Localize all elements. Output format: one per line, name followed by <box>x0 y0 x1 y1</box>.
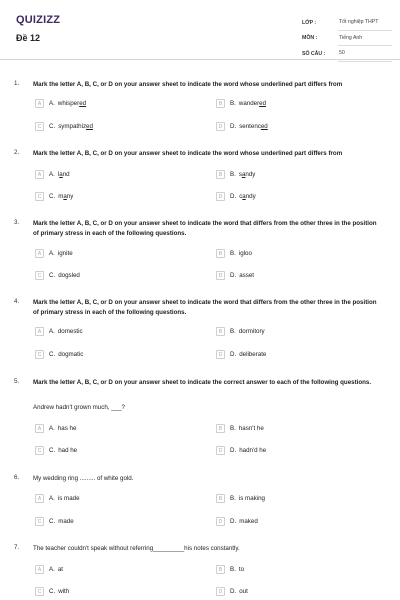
option-text: has he <box>57 425 77 432</box>
option-letter: B. <box>230 566 236 573</box>
option-text: with <box>58 588 70 595</box>
option-text: ignite <box>57 250 73 257</box>
option-5c[interactable] <box>35 446 77 455</box>
answer-box[interactable]: D <box>216 122 225 131</box>
option-letter: A. <box>49 566 55 573</box>
answer-box[interactable]: A <box>35 170 44 179</box>
meta-label: MÔN : <box>302 35 318 42</box>
meta-label: LỚP : <box>302 19 317 26</box>
option-letter: B. <box>230 495 236 502</box>
meta-row-class <box>302 15 392 31</box>
option-text: is made <box>57 495 80 502</box>
option-text: dormitory <box>238 328 265 335</box>
underlined-part: ed <box>86 123 93 130</box>
answer-box[interactable]: B <box>216 327 225 336</box>
option-letter: D. <box>230 518 237 525</box>
option-1b[interactable] <box>216 99 266 108</box>
answer-box[interactable]: A <box>35 424 44 433</box>
option-7a[interactable] <box>35 565 63 574</box>
answer-box[interactable]: A <box>35 565 44 574</box>
option-text: wander <box>238 100 260 107</box>
answer-box[interactable]: C <box>35 192 44 201</box>
meta-label: SỐ CÂU : <box>302 50 326 57</box>
option-letter: A. <box>49 250 55 257</box>
option-text: whisper <box>57 100 80 107</box>
answer-box[interactable]: C <box>35 446 44 455</box>
question-text: Mark the letter A, B, C, or D on your answer sheet to indicate the word that differs from the other three in the position of primary stress in each of the following questions. <box>33 299 377 316</box>
option-text: dogmatic <box>58 351 84 358</box>
option-text: asset <box>239 272 254 279</box>
option-letter: D. <box>230 272 237 279</box>
option-letter: D. <box>230 123 237 130</box>
option-6d[interactable] <box>216 517 258 526</box>
option-2c[interactable] <box>35 192 73 201</box>
question-prompt: Andrew hadn't grown much, ___? <box>33 404 125 411</box>
option-letter: D. <box>230 588 237 595</box>
option-letter: D. <box>230 193 237 200</box>
underlined-part: ed <box>79 100 87 107</box>
option-text-rest: ndy <box>245 193 256 200</box>
question-text: Mark the letter A, B, C, or D on your answer sheet to indicate the word whose underlined part differs from <box>33 81 343 88</box>
option-letter: B. <box>230 100 236 107</box>
question-text: Mark the letter A, B, C, or D on your answer sheet to indicate the word that differs from the other three in the position of primary stress in each of the following questions. <box>33 220 377 237</box>
worksheet-header <box>0 0 400 60</box>
option-3b[interactable] <box>216 249 252 258</box>
underlined-part: a <box>241 171 246 178</box>
option-1d[interactable] <box>216 122 268 131</box>
option-4c[interactable] <box>35 350 83 359</box>
option-5d[interactable] <box>216 446 266 455</box>
answer-box[interactable]: D <box>216 192 225 201</box>
option-text: igloo <box>238 250 252 257</box>
answer-box[interactable]: B <box>216 170 225 179</box>
answer-box[interactable]: C <box>35 587 44 596</box>
option-text: out <box>239 588 248 595</box>
question-number: 1. <box>14 80 20 87</box>
question-number: 3. <box>14 219 20 226</box>
meta-value: 50 <box>338 46 392 62</box>
answer-box[interactable]: B <box>216 565 225 574</box>
option-text-rest: ny <box>66 193 74 200</box>
option-text: m <box>58 193 64 200</box>
option-7b[interactable] <box>216 565 244 574</box>
underlined-part: ed <box>260 123 268 130</box>
option-text: l <box>57 171 60 178</box>
question-text: The teacher couldn't speak without referring_________his notes constantly. <box>33 545 240 552</box>
option-2a[interactable] <box>35 170 70 179</box>
underlined-part: a <box>63 193 67 200</box>
question-number: 7. <box>14 544 20 551</box>
option-letter: C. <box>49 447 56 454</box>
option-text: deliberate <box>239 351 267 358</box>
option-7d[interactable] <box>216 587 248 596</box>
option-text: had he <box>58 447 78 454</box>
answer-box[interactable]: D <box>216 517 225 526</box>
option-letter: C. <box>49 272 56 279</box>
answer-box[interactable]: B <box>216 249 225 258</box>
option-1a[interactable] <box>35 99 86 108</box>
question-number: 5. <box>14 378 20 385</box>
option-2d[interactable] <box>216 192 256 201</box>
option-letter: B. <box>230 425 236 432</box>
answer-box[interactable]: A <box>35 249 44 258</box>
answer-box[interactable]: D <box>216 271 225 280</box>
option-letter: A. <box>49 100 55 107</box>
answer-box[interactable]: D <box>216 446 225 455</box>
option-letter: A. <box>49 171 55 178</box>
option-text-rest: nd <box>62 171 70 178</box>
option-4a[interactable] <box>35 327 83 336</box>
meta-row-subject <box>302 31 392 47</box>
answer-box[interactable]: A <box>35 494 44 503</box>
option-letter: B. <box>230 328 236 335</box>
option-letter: B. <box>230 171 236 178</box>
meta-row-count <box>302 46 392 62</box>
option-text: dogsled <box>58 272 80 279</box>
option-letter: D. <box>230 351 237 358</box>
question-text: My wedding ring ......... of white gold. <box>33 475 134 482</box>
option-text: hasn't he <box>238 425 264 432</box>
option-letter: A. <box>49 328 55 335</box>
answer-box[interactable]: B <box>216 99 225 108</box>
option-5a[interactable] <box>35 424 76 433</box>
option-text: s <box>238 171 242 178</box>
option-4d[interactable] <box>216 350 266 359</box>
underlined-part: a <box>59 171 63 178</box>
option-text: hadn'd he <box>239 447 267 454</box>
option-text: sympathiz <box>58 123 87 130</box>
answer-box[interactable]: D <box>216 587 225 596</box>
option-text-rest: ndy <box>245 171 256 178</box>
answer-box[interactable]: D <box>216 350 225 359</box>
option-4b[interactable] <box>216 327 265 336</box>
option-letter: B. <box>230 250 236 257</box>
option-text: domestic <box>57 328 83 335</box>
option-text: c <box>239 193 243 200</box>
option-text: made <box>58 518 74 525</box>
option-letter: A. <box>49 495 55 502</box>
option-6b[interactable] <box>216 494 265 503</box>
question-number: 4. <box>14 298 20 305</box>
underlined-part: ed <box>259 100 267 107</box>
option-letter: D. <box>230 447 237 454</box>
doc-title: Đề 12 <box>16 33 41 43</box>
option-text: maked <box>239 518 258 525</box>
meta-table <box>302 15 392 62</box>
question-text: Mark the letter A, B, C, or D on your answer sheet to indicate the word whose underlined part differs from <box>33 150 343 157</box>
option-letter: C. <box>49 588 56 595</box>
option-3c[interactable] <box>35 271 80 280</box>
option-text: at <box>57 566 64 573</box>
option-2b[interactable] <box>216 170 255 179</box>
meta-value: Tiếng Anh <box>338 31 392 47</box>
option-letter: C. <box>49 518 56 525</box>
option-7c[interactable] <box>35 587 69 596</box>
question-number: 6. <box>14 474 20 481</box>
option-6a[interactable] <box>35 494 80 503</box>
question-number: 2. <box>14 149 20 156</box>
option-text: is making <box>238 495 265 502</box>
underlined-part: a <box>242 193 246 200</box>
option-1c[interactable] <box>35 122 93 131</box>
option-letter: C. <box>49 123 56 130</box>
option-letter: C. <box>49 193 56 200</box>
answer-box[interactable]: A <box>35 327 44 336</box>
answer-box[interactable]: C <box>35 122 44 131</box>
answer-box[interactable]: C <box>35 517 44 526</box>
option-6c[interactable] <box>35 517 74 526</box>
quizizz-logo: QUIZIZZ <box>16 14 61 26</box>
answer-box[interactable]: C <box>35 271 44 280</box>
answer-box[interactable]: A <box>35 99 44 108</box>
option-text: to <box>238 566 245 573</box>
answer-box[interactable]: C <box>35 350 44 359</box>
answer-box[interactable]: B <box>216 424 225 433</box>
meta-value: Tốt nghiệp THPT <box>338 15 392 31</box>
answer-box[interactable]: B <box>216 494 225 503</box>
option-5b[interactable] <box>216 424 264 433</box>
option-letter: C. <box>49 351 56 358</box>
option-letter: A. <box>49 425 55 432</box>
option-text: sentenc <box>239 123 261 130</box>
question-text: Mark the letter A, B, C, or D on your answer sheet to indicate the correct answer to each of the following questions. <box>33 379 372 386</box>
option-3a[interactable] <box>35 249 73 258</box>
option-3d[interactable] <box>216 271 254 280</box>
